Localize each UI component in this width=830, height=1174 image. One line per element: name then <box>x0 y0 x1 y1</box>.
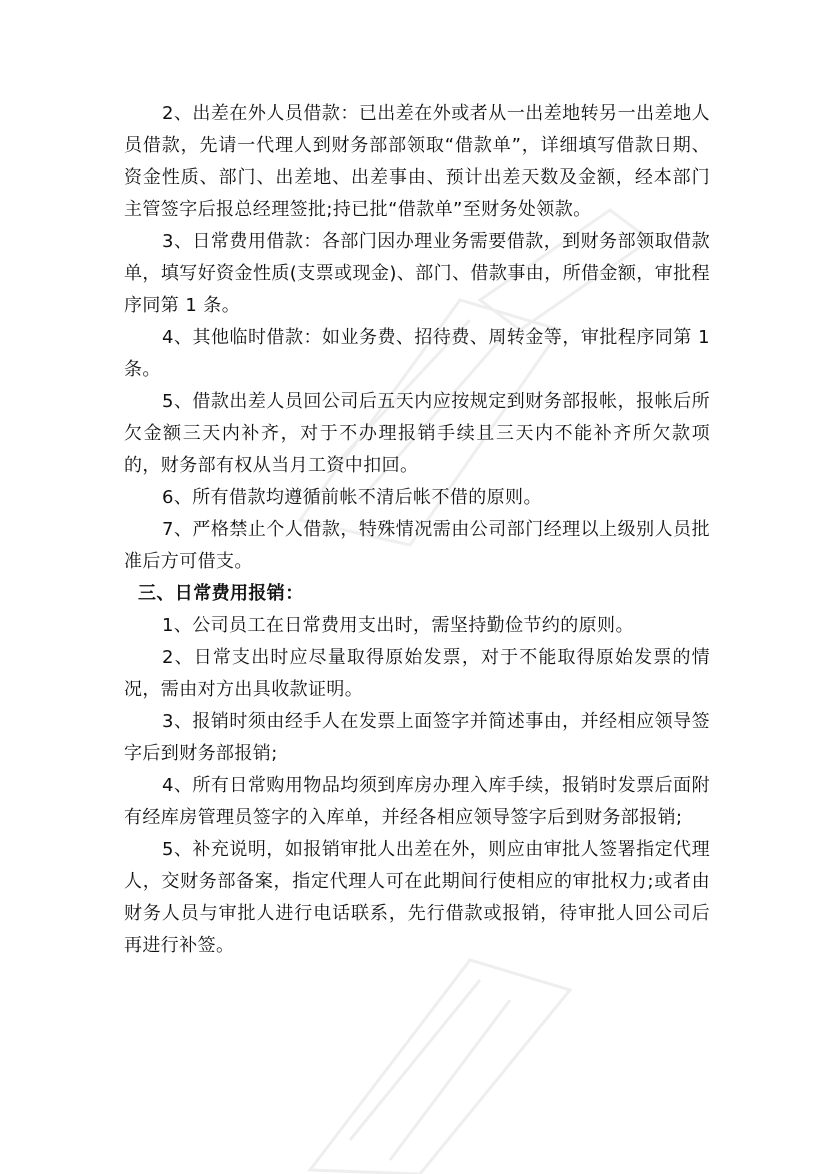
paragraph-6: 6、所有借款均遵循前帐不清后帐不借的原则。 <box>162 487 542 508</box>
paragraph-4: 4、其他临时借款：如业务费、招待费、周转金等，审批程序同第 1 条。 <box>124 327 710 380</box>
paragraph-3: 3、日常费用借款：各部门因办理业务需要借款，到财务部领取借款单，填写好资金性质(支票或现金)、部门、借款事由，所借金额，审批程序同第 1 条。 <box>124 231 710 316</box>
paragraph-expense-4: 4、所有日常购用物品均须到库房办理入库手续，报销时发票后面附有经库房管理员签字的入库单，并经各相应领导签字后到财务部报销; <box>124 775 710 828</box>
watermark-stripe-lower <box>310 960 570 1174</box>
paragraph-expense-2: 2、日常支出时应尽量取得原始发票，对于不能取得原始发票的情况，需由对方出具收款证明。 <box>124 647 710 700</box>
paragraph-expense-5: 5、补充说明，如报销审批人出差在外，则应由审批人签署指定代理人，交财务部备案，指定代理人可在此期间行使相应的审批权力;或者由财务人员与审批人进行电话联系，先行借款或报销，待审批人回公司后再进行补签。 <box>124 839 710 956</box>
section-heading-daily-expense: 三、日常费用报销： <box>138 583 304 604</box>
paragraph-7: 7、严格禁止个人借款，特殊情况需由公司部门经理以上级别人员批准后方可借支。 <box>124 519 710 572</box>
document-body <box>124 98 710 962</box>
paragraph-2: 2、出差在外人员借款：已出差在外或者从一出差地转另一出差地人员借款，先请一代理人到财务部部领取“借款单”，详细填写借款日期、资金性质、部门、出差地、出差事由、预计出差天数及金额，经本部门主管签字后报总经理签批;持已批“借款单”至财务处领款。 <box>124 103 710 220</box>
paragraph-expense-1: 1、公司员工在日常费用支出时，需坚持勤俭节约的原则。 <box>162 615 634 636</box>
paragraph-expense-3: 3、报销时须由经手人在发票上面签字并简述事由，并经相应领导签字后到财务部报销; <box>124 711 710 764</box>
paragraph-5: 5、借款出差人员回公司后五天内应按规定到财务部报帐，报帐后所欠金额三天内补齐，对于不办理报销手续且三天内不能补齐所欠款项的，财务部有权从当月工资中扣回。 <box>124 391 710 476</box>
